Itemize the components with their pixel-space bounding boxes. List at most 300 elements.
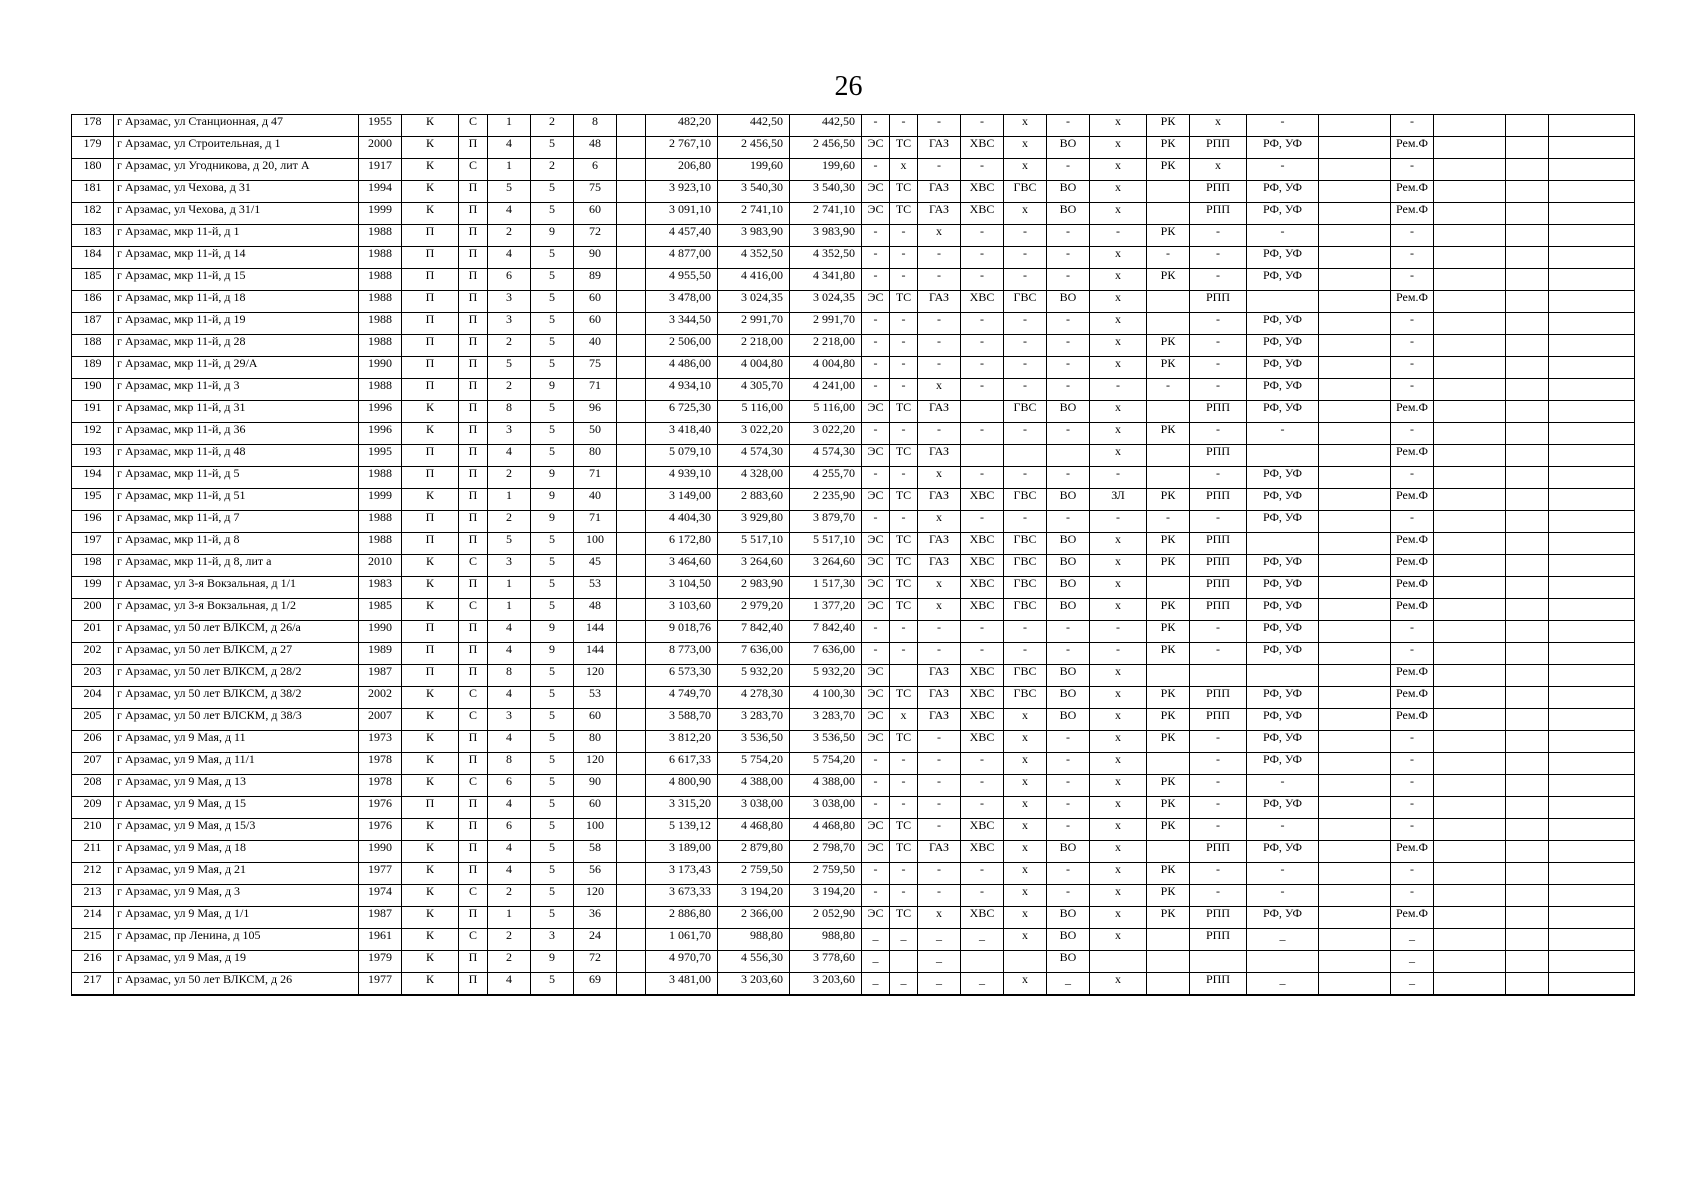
cell-gas: ГАЗ: [918, 401, 961, 423]
cell-rpp: РПП: [1190, 401, 1247, 423]
cell-sewerage: -: [1047, 731, 1090, 753]
cell-apartments: 96: [574, 401, 617, 423]
cell-sewerage: -: [1047, 819, 1090, 841]
cell-total-area: 6 172,80: [646, 533, 718, 555]
cell-col-empty: [617, 753, 646, 775]
cell-year-built: 1988: [359, 335, 402, 357]
cell-living-area: 3 203,60: [718, 973, 790, 995]
cell-residential-area: 3 540,30: [790, 181, 862, 203]
cell-col-extra-2: [1506, 313, 1549, 335]
table-row: [72, 225, 1635, 247]
cell-col-x: -: [1090, 511, 1147, 533]
cell-residential-area: 4 255,70: [790, 467, 862, 489]
cell-gas: _: [918, 973, 961, 995]
cell-entrances: 4: [488, 621, 531, 643]
cell-col-extra-1: [1434, 709, 1506, 731]
cell-sewerage: -: [1047, 643, 1090, 665]
cell-electricity: -: [862, 313, 890, 335]
cell-entrances: 1: [488, 577, 531, 599]
cell-cold-water: -: [961, 269, 1004, 291]
cell-gas: ГАЗ: [918, 687, 961, 709]
cell-col-empty: [617, 907, 646, 929]
cell-rk: [1147, 181, 1190, 203]
cell-col-extra-2: [1506, 247, 1549, 269]
cell-total-area: 6 617,33: [646, 753, 718, 775]
cell-col-extra-2: [1506, 533, 1549, 555]
cell-repair-fund: _: [1391, 929, 1434, 951]
cell-ownership: П: [402, 291, 459, 313]
cell-residential-area: 4 388,00: [790, 775, 862, 797]
cell-ownership: К: [402, 819, 459, 841]
cell-repair-fund: Рем.Ф: [1391, 907, 1434, 929]
table-row: [72, 951, 1635, 973]
cell-col-empty: [617, 401, 646, 423]
cell-row-number: 188: [72, 335, 114, 357]
cell-hot-water: -: [1004, 269, 1047, 291]
cell-sewerage: ВО: [1047, 929, 1090, 951]
cell-cold-water: -: [961, 313, 1004, 335]
cell-repair-fund: -: [1391, 269, 1434, 291]
cell-total-area: 5 139,12: [646, 819, 718, 841]
cell-total-area: 3 103,60: [646, 599, 718, 621]
cell-sewerage: ВО: [1047, 951, 1090, 973]
cell-residential-area: 4 341,80: [790, 269, 862, 291]
cell-apartments: 72: [574, 225, 617, 247]
cell-electricity: ЭС: [862, 291, 890, 313]
cell-funds: РФ, УФ: [1247, 181, 1319, 203]
cell-funds: -: [1247, 159, 1319, 181]
cell-col-empty-2: [1319, 423, 1391, 445]
cell-total-area: 4 800,90: [646, 775, 718, 797]
cell-col-x: х: [1090, 533, 1147, 555]
table-row: [72, 775, 1635, 797]
cell-gas: -: [918, 775, 961, 797]
cell-ownership: К: [402, 841, 459, 863]
cell-ownership: К: [402, 731, 459, 753]
cell-floors: 9: [531, 467, 574, 489]
cell-living-area: 3 540,30: [718, 181, 790, 203]
cell-col-extra-1: [1434, 665, 1506, 687]
cell-col-extra-2: [1506, 225, 1549, 247]
cell-gas: _: [918, 929, 961, 951]
cell-sewerage: ВО: [1047, 577, 1090, 599]
table-row: [72, 665, 1635, 687]
cell-residential-area: 2 741,10: [790, 203, 862, 225]
cell-funds: РФ, УФ: [1247, 401, 1319, 423]
cell-funds: РФ, УФ: [1247, 797, 1319, 819]
cell-cold-water: ХВС: [961, 137, 1004, 159]
table-row: [72, 115, 1635, 137]
cell-funds: РФ, УФ: [1247, 841, 1319, 863]
cell-apartments: 90: [574, 775, 617, 797]
cell-rk: РК: [1147, 357, 1190, 379]
cell-entrances: 1: [488, 115, 531, 137]
cell-address: г Арзамас, ул 50 лет ВЛСКМ, д 38/3: [114, 709, 359, 731]
cell-col-extra-3: [1549, 225, 1635, 247]
cell-heating: ТС: [890, 841, 918, 863]
cell-col-empty-2: [1319, 621, 1391, 643]
table-row: [72, 159, 1635, 181]
cell-rk: РК: [1147, 489, 1190, 511]
cell-electricity: ЭС: [862, 665, 890, 687]
cell-col-empty: [617, 687, 646, 709]
cell-col-x: -: [1090, 621, 1147, 643]
cell-floors: 9: [531, 621, 574, 643]
cell-total-area: 4 970,70: [646, 951, 718, 973]
cell-funds: РФ, УФ: [1247, 621, 1319, 643]
cell-ownership: П: [402, 313, 459, 335]
cell-rpp: РПП: [1190, 973, 1247, 995]
cell-address: г Арзамас, ул 9 Мая, д 1/1: [114, 907, 359, 929]
cell-funds: -: [1247, 775, 1319, 797]
cell-row-number: 204: [72, 687, 114, 709]
cell-rpp: -: [1190, 775, 1247, 797]
cell-row-number: 183: [72, 225, 114, 247]
cell-total-area: 206,80: [646, 159, 718, 181]
cell-address: г Арзамас, ул Строительная, д 1: [114, 137, 359, 159]
cell-col-extra-2: [1506, 621, 1549, 643]
cell-electricity: -: [862, 357, 890, 379]
cell-col-empty-2: [1319, 137, 1391, 159]
cell-year-built: 1999: [359, 489, 402, 511]
cell-rk: РК: [1147, 159, 1190, 181]
cell-entrances: 2: [488, 379, 531, 401]
cell-rk: РК: [1147, 555, 1190, 577]
cell-gas: х: [918, 577, 961, 599]
cell-apartments: 120: [574, 885, 617, 907]
cell-wall-material: С: [459, 159, 488, 181]
cell-funds: РФ, УФ: [1247, 599, 1319, 621]
cell-rpp: -: [1190, 819, 1247, 841]
cell-col-extra-3: [1549, 709, 1635, 731]
cell-apartments: 144: [574, 621, 617, 643]
cell-heating: ТС: [890, 489, 918, 511]
cell-col-empty: [617, 357, 646, 379]
cell-col-extra-3: [1549, 511, 1635, 533]
cell-repair-fund: Рем.Ф: [1391, 291, 1434, 313]
cell-year-built: 2000: [359, 137, 402, 159]
cell-apartments: 89: [574, 269, 617, 291]
cell-gas: ГАЗ: [918, 489, 961, 511]
table-body: [72, 115, 1635, 995]
cell-col-x: х: [1090, 313, 1147, 335]
cell-ownership: П: [402, 533, 459, 555]
cell-gas: -: [918, 357, 961, 379]
cell-address: г Арзамас, мкр 11-й, д 7: [114, 511, 359, 533]
cell-electricity: ЭС: [862, 445, 890, 467]
cell-apartments: 36: [574, 907, 617, 929]
cell-col-extra-2: [1506, 291, 1549, 313]
cell-sewerage: ВО: [1047, 137, 1090, 159]
cell-hot-water: х: [1004, 115, 1047, 137]
cell-sewerage: ВО: [1047, 291, 1090, 313]
cell-sewerage: -: [1047, 159, 1090, 181]
cell-floors: 9: [531, 951, 574, 973]
cell-rk: [1147, 841, 1190, 863]
cell-floors: 5: [531, 357, 574, 379]
cell-col-extra-1: [1434, 643, 1506, 665]
cell-col-extra-1: [1434, 973, 1506, 995]
cell-living-area: 2 366,00: [718, 907, 790, 929]
cell-ownership: К: [402, 159, 459, 181]
cell-floors: 5: [531, 665, 574, 687]
cell-col-empty: [617, 137, 646, 159]
cell-rpp: -: [1190, 621, 1247, 643]
cell-floors: 5: [531, 731, 574, 753]
cell-living-area: 2 456,50: [718, 137, 790, 159]
cell-address: г Арзамас, мкр 11-й, д 14: [114, 247, 359, 269]
cell-col-x: х: [1090, 137, 1147, 159]
cell-address: г Арзамас, ул 3-я Вокзальная, д 1/1: [114, 577, 359, 599]
cell-col-extra-2: [1506, 467, 1549, 489]
cell-col-extra-1: [1434, 687, 1506, 709]
cell-total-area: 4 457,40: [646, 225, 718, 247]
cell-col-empty: [617, 577, 646, 599]
cell-entrances: 4: [488, 797, 531, 819]
cell-apartments: 50: [574, 423, 617, 445]
cell-electricity: -: [862, 511, 890, 533]
cell-col-extra-1: [1434, 137, 1506, 159]
cell-heating: -: [890, 621, 918, 643]
cell-address: г Арзамас, ул Чехова, д 31: [114, 181, 359, 203]
cell-sewerage: -: [1047, 885, 1090, 907]
cell-year-built: 1917: [359, 159, 402, 181]
cell-funds: [1247, 445, 1319, 467]
cell-ownership: К: [402, 929, 459, 951]
cell-col-extra-1: [1434, 863, 1506, 885]
cell-col-empty: [617, 269, 646, 291]
cell-row-number: 197: [72, 533, 114, 555]
cell-cold-water: -: [961, 797, 1004, 819]
cell-wall-material: П: [459, 951, 488, 973]
cell-heating: ТС: [890, 137, 918, 159]
cell-total-area: 3 418,40: [646, 423, 718, 445]
cell-year-built: 1976: [359, 819, 402, 841]
cell-year-built: 1985: [359, 599, 402, 621]
cell-col-empty: [617, 115, 646, 137]
cell-entrances: 4: [488, 203, 531, 225]
cell-col-empty: [617, 973, 646, 995]
cell-residential-area: 1 517,30: [790, 577, 862, 599]
cell-sewerage: ВО: [1047, 555, 1090, 577]
cell-living-area: 2 741,10: [718, 203, 790, 225]
cell-col-x: х: [1090, 841, 1147, 863]
cell-electricity: _: [862, 973, 890, 995]
cell-electricity: -: [862, 797, 890, 819]
cell-apartments: 40: [574, 335, 617, 357]
cell-repair-fund: -: [1391, 247, 1434, 269]
cell-col-x: х: [1090, 929, 1147, 951]
cell-year-built: 1995: [359, 445, 402, 467]
cell-year-built: 1988: [359, 269, 402, 291]
cell-col-extra-2: [1506, 599, 1549, 621]
cell-entrances: 3: [488, 423, 531, 445]
cell-col-empty-2: [1319, 511, 1391, 533]
table-row: [72, 885, 1635, 907]
cell-wall-material: С: [459, 709, 488, 731]
cell-ownership: К: [402, 951, 459, 973]
cell-total-area: 3 104,50: [646, 577, 718, 599]
cell-residential-area: 3 879,70: [790, 511, 862, 533]
table-row: [72, 489, 1635, 511]
cell-electricity: -: [862, 885, 890, 907]
cell-col-x: х: [1090, 159, 1147, 181]
table-row: [72, 181, 1635, 203]
cell-heating: [890, 665, 918, 687]
cell-address: г Арзамас, ул 50 лет ВЛКСМ, д 38/2: [114, 687, 359, 709]
cell-electricity: -: [862, 621, 890, 643]
cell-wall-material: П: [459, 225, 488, 247]
cell-electricity: ЭС: [862, 577, 890, 599]
cell-gas: -: [918, 313, 961, 335]
cell-wall-material: П: [459, 335, 488, 357]
cell-col-extra-2: [1506, 775, 1549, 797]
cell-year-built: 1990: [359, 841, 402, 863]
cell-rpp: -: [1190, 797, 1247, 819]
cell-row-number: 199: [72, 577, 114, 599]
cell-cold-water: [961, 401, 1004, 423]
cell-hot-water: х: [1004, 907, 1047, 929]
cell-col-empty-2: [1319, 863, 1391, 885]
cell-floors: 9: [531, 379, 574, 401]
cell-living-area: 3 929,80: [718, 511, 790, 533]
cell-cold-water: -: [961, 621, 1004, 643]
cell-year-built: 2007: [359, 709, 402, 731]
cell-col-empty-2: [1319, 687, 1391, 709]
cell-living-area: 2 759,50: [718, 863, 790, 885]
cell-residential-area: 1 377,20: [790, 599, 862, 621]
cell-total-area: 4 749,70: [646, 687, 718, 709]
cell-sewerage: ВО: [1047, 181, 1090, 203]
cell-floors: 5: [531, 247, 574, 269]
cell-year-built: 1989: [359, 643, 402, 665]
cell-electricity: ЭС: [862, 489, 890, 511]
cell-repair-fund: -: [1391, 159, 1434, 181]
cell-address: г Арзамас, ул 9 Мая, д 11/1: [114, 753, 359, 775]
cell-residential-area: 2 798,70: [790, 841, 862, 863]
cell-gas: -: [918, 753, 961, 775]
table-row: [72, 357, 1635, 379]
cell-col-extra-2: [1506, 841, 1549, 863]
cell-residential-area: 3 194,20: [790, 885, 862, 907]
cell-row-number: 215: [72, 929, 114, 951]
cell-sewerage: ВО: [1047, 841, 1090, 863]
cell-rpp: РПП: [1190, 291, 1247, 313]
cell-year-built: 1978: [359, 753, 402, 775]
cell-wall-material: С: [459, 775, 488, 797]
cell-col-extra-3: [1549, 313, 1635, 335]
cell-hot-water: -: [1004, 225, 1047, 247]
cell-entrances: 6: [488, 269, 531, 291]
cell-ownership: К: [402, 489, 459, 511]
cell-cold-water: ХВС: [961, 203, 1004, 225]
cell-living-area: 4 468,80: [718, 819, 790, 841]
cell-gas: -: [918, 643, 961, 665]
cell-sewerage: -: [1047, 269, 1090, 291]
cell-hot-water: -: [1004, 621, 1047, 643]
cell-ownership: П: [402, 225, 459, 247]
cell-rpp: РПП: [1190, 577, 1247, 599]
cell-heating: -: [890, 269, 918, 291]
cell-floors: 5: [531, 335, 574, 357]
cell-entrances: 3: [488, 709, 531, 731]
cell-entrances: 2: [488, 511, 531, 533]
cell-col-extra-3: [1549, 181, 1635, 203]
cell-floors: 5: [531, 313, 574, 335]
cell-rk: [1147, 291, 1190, 313]
cell-col-empty: [617, 885, 646, 907]
cell-repair-fund: Рем.Ф: [1391, 445, 1434, 467]
cell-heating: -: [890, 313, 918, 335]
cell-living-area: 4 328,00: [718, 467, 790, 489]
cell-funds: РФ, УФ: [1247, 335, 1319, 357]
cell-gas: -: [918, 885, 961, 907]
cell-total-area: 2 506,00: [646, 335, 718, 357]
cell-cold-water: -: [961, 885, 1004, 907]
cell-repair-fund: Рем.Ф: [1391, 709, 1434, 731]
cell-rpp: РПП: [1190, 907, 1247, 929]
cell-funds: РФ, УФ: [1247, 643, 1319, 665]
cell-ownership: П: [402, 621, 459, 643]
cell-funds: РФ, УФ: [1247, 247, 1319, 269]
cell-rk: РК: [1147, 533, 1190, 555]
cell-cold-water: ХВС: [961, 533, 1004, 555]
cell-total-area: 3 464,60: [646, 555, 718, 577]
cell-repair-fund: Рем.Ф: [1391, 137, 1434, 159]
cell-cold-water: -: [961, 863, 1004, 885]
cell-rpp: -: [1190, 467, 1247, 489]
cell-address: г Арзамас, ул 9 Мая, д 13: [114, 775, 359, 797]
table-row: [72, 379, 1635, 401]
cell-heating: х: [890, 159, 918, 181]
cell-ownership: К: [402, 973, 459, 995]
cell-rpp: -: [1190, 863, 1247, 885]
cell-year-built: 1988: [359, 247, 402, 269]
cell-apartments: 75: [574, 357, 617, 379]
cell-residential-area: 199,60: [790, 159, 862, 181]
cell-cold-water: ХВС: [961, 181, 1004, 203]
cell-sewerage: -: [1047, 115, 1090, 137]
cell-repair-fund: -: [1391, 885, 1434, 907]
cell-col-extra-3: [1549, 687, 1635, 709]
cell-floors: 5: [531, 863, 574, 885]
cell-cold-water: -: [961, 357, 1004, 379]
cell-floors: 5: [531, 797, 574, 819]
cell-sewerage: -: [1047, 621, 1090, 643]
cell-total-area: 3 812,20: [646, 731, 718, 753]
cell-col-empty-2: [1319, 709, 1391, 731]
cell-wall-material: С: [459, 599, 488, 621]
cell-col-empty: [617, 599, 646, 621]
cell-col-extra-3: [1549, 159, 1635, 181]
cell-wall-material: П: [459, 863, 488, 885]
cell-col-extra-2: [1506, 401, 1549, 423]
cell-rpp: РПП: [1190, 687, 1247, 709]
cell-hot-water: ГВС: [1004, 489, 1047, 511]
cell-entrances: 8: [488, 401, 531, 423]
cell-sewerage: ВО: [1047, 687, 1090, 709]
cell-col-extra-3: [1549, 467, 1635, 489]
cell-rpp: РПП: [1190, 533, 1247, 555]
cell-col-extra-1: [1434, 379, 1506, 401]
cell-col-x: х: [1090, 753, 1147, 775]
cell-wall-material: П: [459, 753, 488, 775]
cell-repair-fund: Рем.Ф: [1391, 489, 1434, 511]
cell-col-extra-1: [1434, 203, 1506, 225]
cell-cold-water: ХВС: [961, 599, 1004, 621]
cell-ownership: К: [402, 775, 459, 797]
cell-col-extra-3: [1549, 863, 1635, 885]
